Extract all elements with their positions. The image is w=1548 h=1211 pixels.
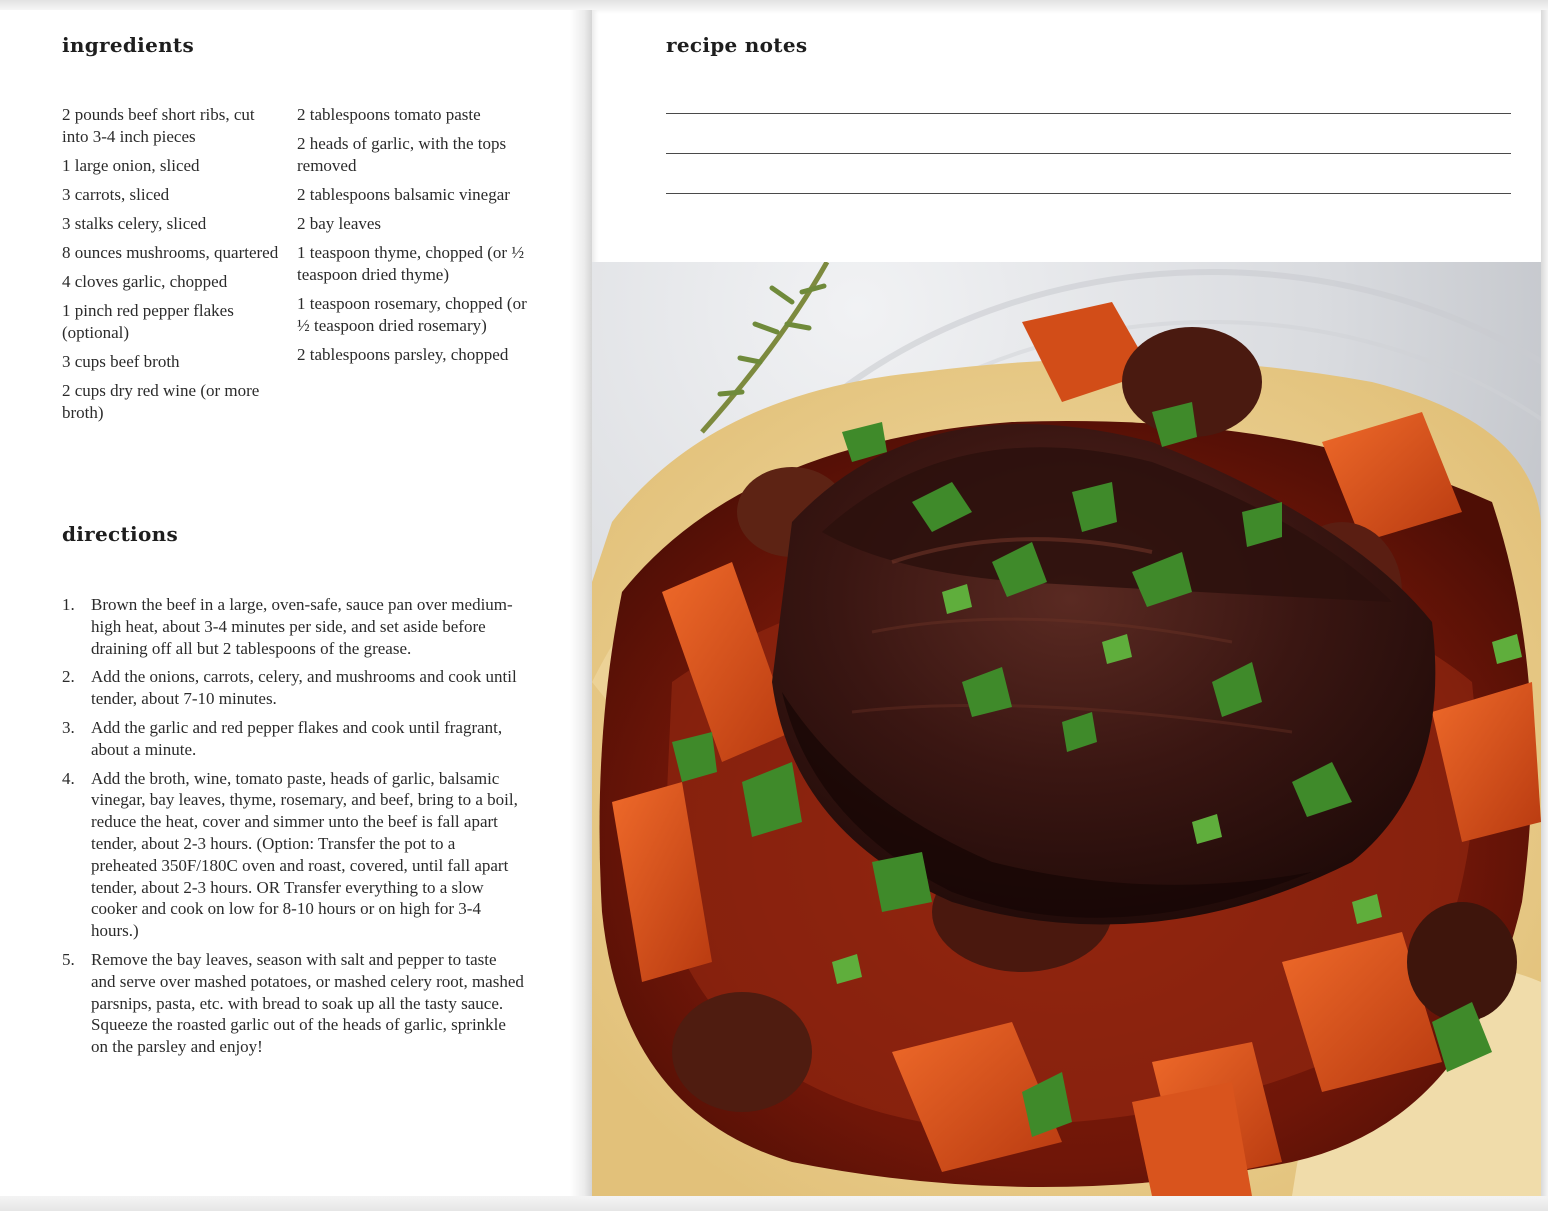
right-page-edge <box>1541 10 1548 1196</box>
ingredient-item: 1 large onion, sliced <box>62 156 200 175</box>
step-number: 2. <box>62 667 75 687</box>
recipe-notes-heading: recipe notes <box>666 33 808 57</box>
step-text: Remove the bay leaves, season with salt and pepper to taste and serve over mashed potatoes, or mashed celery root, mashed parsnips, pasta, etc. with bread to soak up all the tasty sauce. Squeeze the roasted garlic out of the heads of garlic, sprinkle on the parsley and enjoy! <box>91 949 524 1057</box>
step-number: 1. <box>62 595 75 614</box>
book-gutter <box>570 10 592 1196</box>
ingredient-item: 2 heads of garlic, with the tops removed <box>297 134 507 175</box>
step-number: 3. <box>62 717 75 737</box>
ingredient-item: 2 cups dry red wine (or more broth) <box>62 381 260 422</box>
directions-heading: directions <box>62 522 178 546</box>
direction-step <box>62 717 524 761</box>
ingredient-item: 3 cups beef broth <box>62 352 180 371</box>
ingredient-item: 2 bay leaves <box>297 214 382 233</box>
direction-step <box>62 949 524 1058</box>
ingredients-heading: ingredients <box>62 33 195 57</box>
bottom-edge-shadow <box>0 1196 1548 1211</box>
ingredient-item: 1 pinch red pepper flakes (optional) <box>62 301 234 342</box>
step-text: Add the onions, carrots, celery, and mushrooms and cook until tender, about 7-10 minutes. <box>91 667 517 709</box>
step-number: 5. <box>62 949 75 969</box>
ingredient-item: 3 stalks celery, sliced <box>62 214 207 233</box>
ingredient-item: 2 tablespoons parsley, chopped <box>297 345 509 364</box>
step-text: Add the garlic and red pepper flakes and cook until fragrant, about a minute. <box>91 717 503 759</box>
step-text: Brown the beef in a large, oven-safe, sauce pan over medium-high heat, about 3-4 minutes per side, and set aside before draining off all but 2 tablespoons of the grease. <box>91 595 513 658</box>
notes-writing-line <box>666 113 1511 114</box>
ingredient-item: 2 tablespoons tomato paste <box>297 105 481 124</box>
direction-step <box>62 594 524 659</box>
step-text: Add the broth, wine, tomato paste, heads of garlic, balsamic vinegar, bay leaves, thyme, rosemary, and beef, bring to a boil, reduce the heat, cover and simmer unto the beef is fall apart tender, about 2-3 hours. (Option: Transfer the pot to a preheated 350F/180C oven and roast, covered, until fall apart tender, about 2-3 hours. OR Transfer everything to a slow cooker and cook on low for 8-10 hours or on high for 3-4 hours.) <box>91 768 518 941</box>
ingredients-column-1 <box>62 104 280 431</box>
ingredient-item: 4 cloves garlic, chopped <box>62 272 228 291</box>
ingredient-item: 1 teaspoon rosemary, chopped (or ½ teaspoon dried rosemary) <box>297 294 527 335</box>
food-illustration <box>592 262 1541 1196</box>
step-number: 4. <box>62 768 75 788</box>
ingredient-item: 8 ounces mushrooms, quartered <box>62 243 279 262</box>
direction-step <box>62 768 524 942</box>
braised-short-rib-photo <box>592 262 1541 1196</box>
notes-writing-line <box>666 193 1511 194</box>
directions-list <box>62 594 524 1065</box>
ingredient-item: 2 tablespoons balsamic vinegar <box>297 185 510 204</box>
notes-writing-line <box>666 153 1511 154</box>
ingredient-item: 2 pounds beef short ribs, cut into 3-4 inch pieces <box>62 105 255 146</box>
ingredient-item: 1 teaspoon thyme, chopped (or ½ teaspoon dried thyme) <box>297 243 525 284</box>
ingredients-column-2 <box>297 104 529 373</box>
top-edge-shadow <box>0 0 1548 10</box>
ingredient-item: 3 carrots, sliced <box>62 185 170 204</box>
direction-step <box>62 666 524 710</box>
